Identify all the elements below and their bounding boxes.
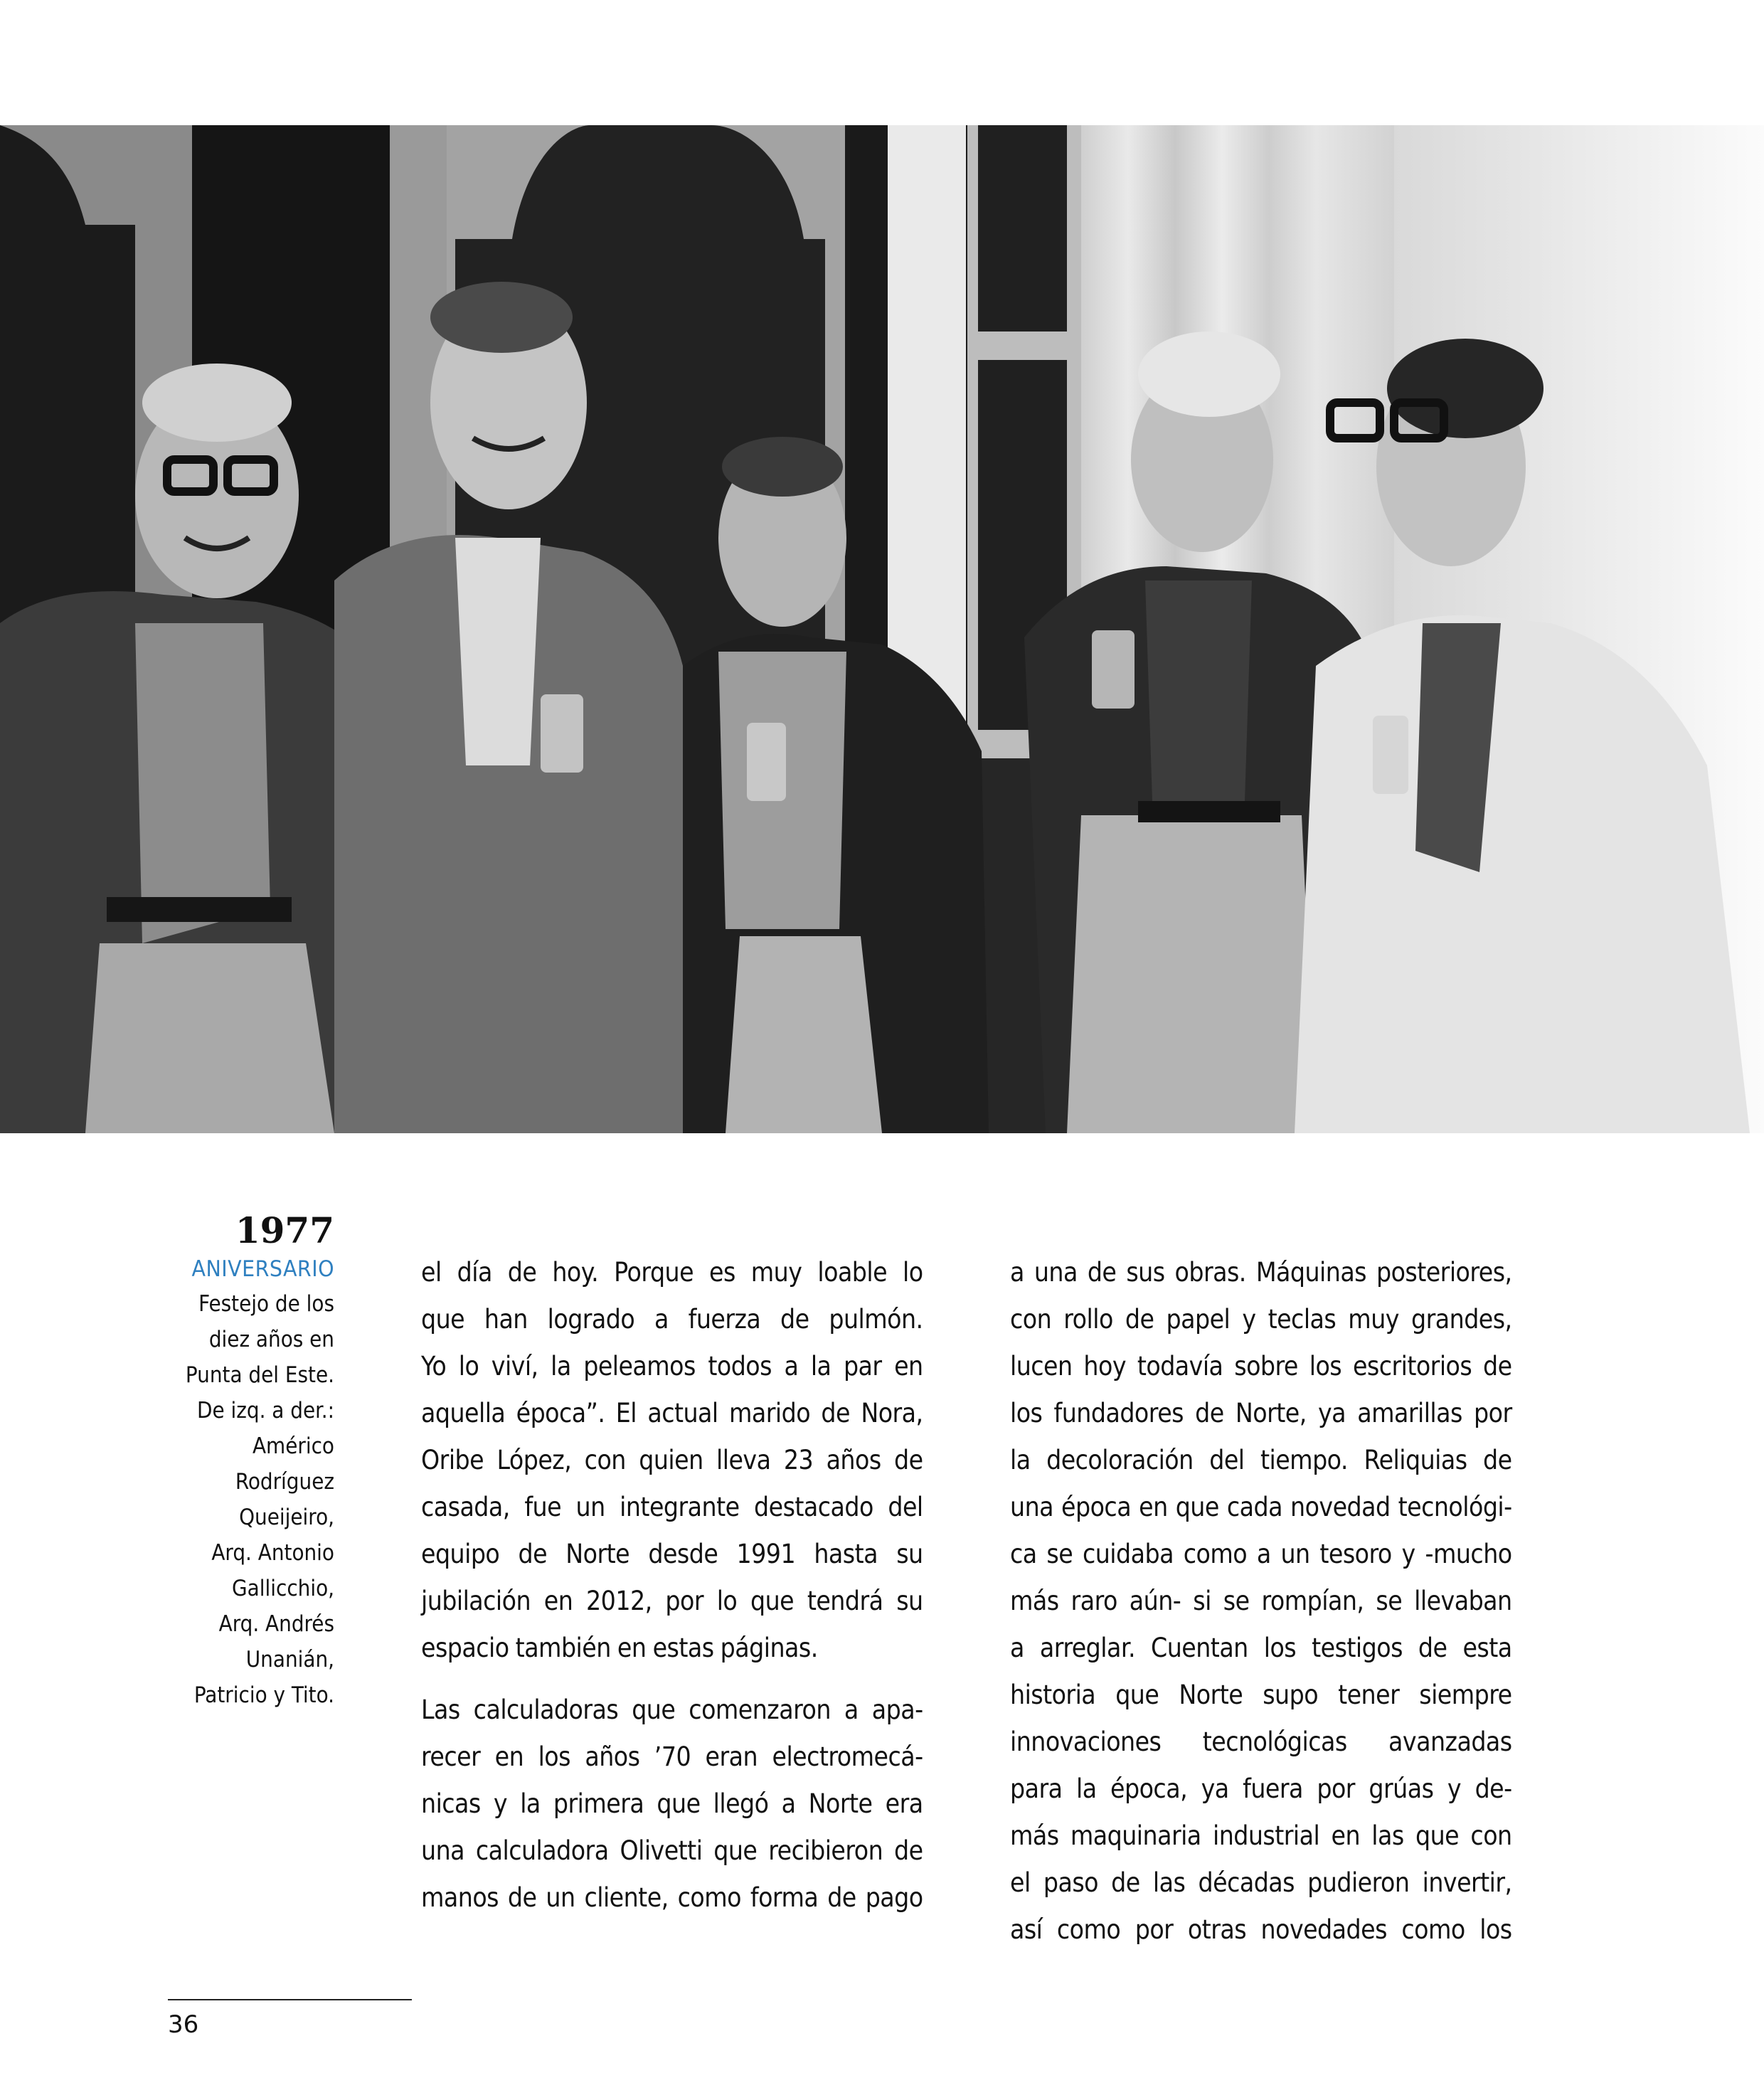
caption-kicker: ANIVERSARIO bbox=[191, 1256, 334, 1282]
text-line: los fundadores de Norte, ya amarillas por bbox=[1010, 1398, 1512, 1428]
text-line: nicas y la primera que llegó a Norte era bbox=[421, 1788, 923, 1819]
photograph-image-icon bbox=[0, 125, 1764, 1133]
text-line: a una de sus obras. Máquinas posteriores, bbox=[1010, 1257, 1512, 1288]
glass bbox=[541, 694, 583, 773]
text-line: con rollo de papel y teclas muy grandes, bbox=[1010, 1304, 1512, 1335]
caption-year: 1977 bbox=[235, 1209, 334, 1251]
footer-rule bbox=[168, 1999, 412, 2000]
photo-caption bbox=[107, 1209, 334, 1713]
text-line: ca se cuidaba como a un tesoro y -mucho bbox=[1010, 1539, 1512, 1569]
text-line: jubilación en 2012, por lo que tendrá su bbox=[421, 1586, 923, 1616]
paragraph bbox=[421, 1249, 923, 1672]
text-line: equipo de Norte desde 1991 hasta su bbox=[421, 1539, 923, 1569]
text-line: una calculadora Olivetti que recibieron de bbox=[421, 1835, 923, 1866]
text-line: Las calculadoras que comenzaron a apa- bbox=[421, 1695, 923, 1725]
caption-line: De izq. a der.: bbox=[197, 1398, 334, 1423]
body-column-2 bbox=[1010, 1249, 1512, 1953]
caption-line: Unanián, bbox=[245, 1647, 334, 1672]
page-number: 36 bbox=[168, 2010, 199, 2039]
caption-line: Punta del Este. bbox=[185, 1362, 334, 1388]
text-line: recer en los años ’70 eran electromecá- bbox=[421, 1741, 923, 1772]
text-line: el paso de las décadas pudieron invertir, bbox=[1010, 1867, 1512, 1898]
text-line: que han logrado a fuerza de pulmón. bbox=[421, 1304, 923, 1335]
text-line: aquella época”. El actual marido de Nora, bbox=[421, 1398, 923, 1428]
glass bbox=[747, 723, 786, 801]
caption-line: Arq. Andrés bbox=[218, 1611, 334, 1637]
text-line: historia que Norte supo tener siempre bbox=[1010, 1680, 1512, 1710]
text-line: lucen hoy todavía sobre los escritorios de bbox=[1010, 1351, 1512, 1382]
text-line: innovaciones tecnológicas avanzadas bbox=[1010, 1727, 1512, 1757]
text-line: Yo lo viví, la peleamos todos a la par en bbox=[421, 1351, 923, 1382]
caption-line: Arq. Antonio bbox=[211, 1540, 334, 1566]
caption-line: Rodríguez bbox=[235, 1469, 334, 1495]
group-photo bbox=[0, 125, 1764, 1133]
caption-line: Gallicchio, bbox=[232, 1576, 334, 1601]
caption-line: Queijeiro, bbox=[239, 1505, 334, 1530]
body-column-1 bbox=[421, 1249, 923, 1921]
paragraph bbox=[421, 1687, 923, 1921]
text-line: para la época, ya fuera por grúas y de- bbox=[1010, 1773, 1512, 1804]
paragraph-spacing bbox=[421, 1672, 923, 1687]
text-line: así como por otras novedades como los bbox=[1010, 1914, 1512, 1945]
text-line: una época en que cada novedad tecnológi- bbox=[1010, 1492, 1512, 1522]
glass bbox=[1373, 716, 1408, 794]
text-line: manos de un cliente, como forma de pago bbox=[421, 1882, 923, 1913]
caption-line: Patricio y Tito. bbox=[193, 1682, 334, 1708]
caption-line: Américo bbox=[252, 1433, 334, 1459]
text-line: a arreglar. Cuentan los testigos de esta bbox=[1010, 1633, 1512, 1663]
glass bbox=[1092, 630, 1135, 709]
text-line: más raro aún- si se rompían, se llevaban bbox=[1010, 1586, 1512, 1616]
text-line: la decoloración del tiempo. Reliquias de bbox=[1010, 1445, 1512, 1475]
text-line: casada, fue un integrante destacado del bbox=[421, 1492, 923, 1522]
caption-line: Festejo de los bbox=[198, 1291, 334, 1317]
text-line: Oribe López, con quien lleva 23 años de bbox=[421, 1445, 923, 1475]
text-line: espacio también en estas páginas. bbox=[421, 1633, 818, 1663]
text-line: el día de hoy. Porque es muy loable lo bbox=[421, 1257, 923, 1288]
text-line: más maquinaria industrial en las que con bbox=[1010, 1820, 1512, 1851]
caption-line: diez años en bbox=[208, 1327, 334, 1352]
